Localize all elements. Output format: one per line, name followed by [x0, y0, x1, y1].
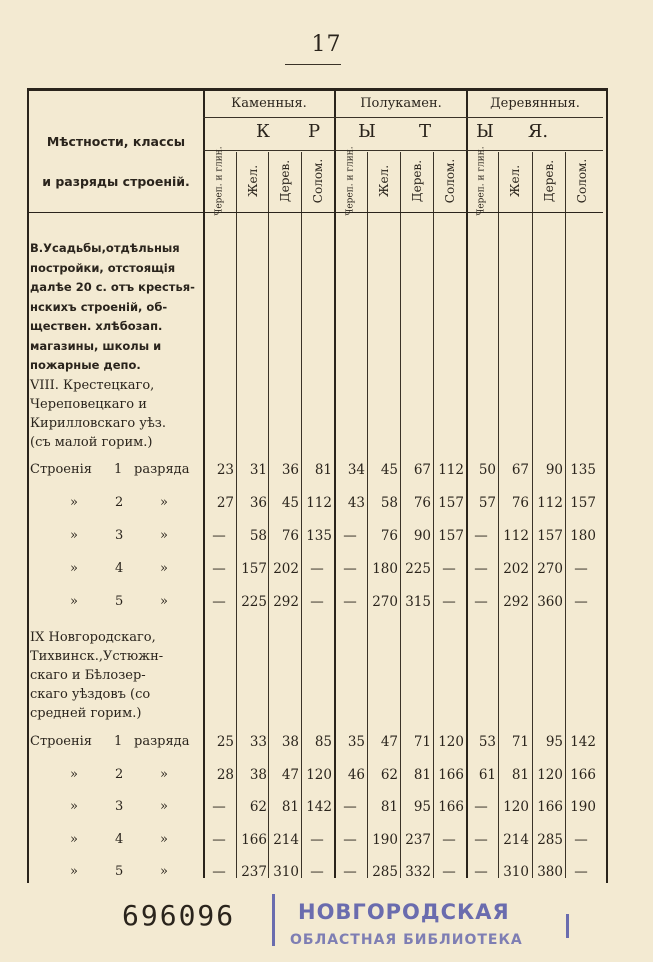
section-ix-table-cell: 285 — [537, 831, 563, 848]
row-label-prefix: » — [70, 594, 78, 609]
roofing-letter: К — [256, 121, 270, 142]
section-ix-table-cell: 310 — [503, 864, 529, 880]
section-viii-table-cell: 34 — [347, 462, 365, 478]
section-ix-title — [30, 628, 202, 723]
row-label-suffix: » — [160, 561, 168, 576]
section-viii-title — [30, 376, 202, 452]
row-label-suffix: » — [160, 831, 168, 847]
section-ix-table-cell: 47 — [281, 766, 299, 783]
section-viii-table-cell: 67 — [413, 462, 431, 478]
stamp-bar — [272, 894, 275, 946]
section-ix-table-cell: — — [310, 864, 324, 880]
row-label-number: 5 — [115, 594, 124, 609]
row-label-number: 1 — [114, 462, 123, 477]
roofing-letter: Я. — [527, 121, 549, 142]
row-label-suffix: » — [160, 495, 168, 510]
section-viii-line: (съ малой горим.) — [30, 435, 153, 450]
row-label-prefix: » — [70, 561, 78, 576]
page-number-underline — [285, 64, 341, 65]
section-viii-table-cell: 157 — [438, 528, 464, 544]
section-viii-line: Кирилловскаго уѣз. — [30, 416, 167, 431]
subheader-wood: Дерев. — [542, 159, 556, 203]
subheader-wood: Дерев. — [410, 159, 424, 203]
section-ix-row-label — [30, 732, 202, 752]
section-viii-table-cell: 76 — [413, 495, 431, 511]
row-label-prefix: » — [70, 831, 78, 847]
stamp-line2: ОБЛАСТНАЯ БИБЛИОТЕКА — [290, 932, 523, 948]
row-label-suffix: » — [160, 864, 168, 879]
section-viii-row-label — [30, 493, 202, 513]
section-viii-table-cell: 135 — [570, 462, 596, 478]
stamp-line1: НОВГОРОДСКАЯ — [298, 900, 510, 924]
section-viii-table-cell: — — [574, 561, 588, 577]
subheader-iron: Жел. — [377, 164, 391, 198]
section-viii-table-cell: — — [343, 594, 357, 610]
row-label-suffix: разряда — [134, 462, 190, 477]
section-viii-table-cell: 315 — [405, 594, 431, 610]
row-label-number: 2 — [115, 766, 124, 782]
section-viii-table-cell: — — [310, 561, 324, 577]
subheader-iron: Жел. — [246, 164, 260, 198]
row-label-prefix: » — [70, 799, 78, 814]
row-label-suffix: разряда — [134, 734, 190, 749]
row-label-number: 3 — [115, 528, 124, 543]
subheader-straw: Солом. — [575, 158, 589, 204]
section-ix-table-cell: — — [310, 831, 324, 848]
section-viii-row-label — [30, 526, 202, 546]
section-ix-table-cell: — — [212, 831, 226, 848]
section-viii-row-label — [30, 460, 202, 480]
section-ix-table-cell: 285 — [372, 864, 398, 880]
row-label-prefix: » — [70, 766, 78, 782]
row-label-number: 4 — [115, 831, 124, 847]
section-viii-table-cell: 157 — [438, 495, 464, 511]
section-viii-table-cell: 90 — [413, 528, 431, 544]
section-ix-row-label — [30, 862, 202, 882]
header-left-title-line2: и разряды строеній. — [42, 174, 190, 189]
section-viii-table-cell: 360 — [537, 594, 563, 610]
section-ix-table-cell: 62 — [249, 799, 267, 815]
roofing-letter: Ы — [358, 121, 376, 142]
section-ix-table-cell: 35 — [347, 734, 365, 750]
subheader-tile-clay: Череп. и глин. — [346, 146, 356, 216]
section-viii-table-cell: 45 — [281, 495, 299, 511]
section-ix-table-cell: 166 — [438, 766, 464, 783]
section-ix-table-cell: — — [474, 864, 488, 880]
section-viii-table-cell: — — [474, 594, 488, 610]
section-ix-table-cell: 95 — [545, 734, 563, 750]
section-ix-table-cell: 38 — [249, 766, 267, 783]
section-ix-line: Тихвинск.,Устюжн- — [30, 649, 164, 664]
section-viii-table-cell: — — [474, 561, 488, 577]
section-ix-table-cell: 47 — [380, 734, 398, 750]
section-viii-table-cell: 58 — [380, 495, 398, 511]
section-b-line: далѣе 20 с. отъ крестья- — [30, 280, 195, 294]
section-ix-table-cell: — — [212, 864, 226, 880]
row-label-number: 5 — [115, 864, 124, 879]
section-viii-table-cell: — — [212, 528, 226, 544]
row-label-number: 2 — [115, 495, 124, 510]
section-ix-table-cell: 81 — [380, 799, 398, 815]
section-ix-table-cell: 190 — [570, 799, 596, 815]
section-viii-table-cell: 292 — [503, 594, 529, 610]
section-viii-table-cell: 225 — [241, 594, 267, 610]
section-ix-table-cell: 166 — [438, 799, 464, 815]
section-viii-table-cell: 76 — [380, 528, 398, 544]
section-ix-table-cell: 120 — [503, 799, 529, 815]
section-viii-table-cell: 76 — [281, 528, 299, 544]
row-label-prefix: » — [70, 864, 78, 879]
section-viii-table-cell: 31 — [249, 462, 267, 478]
row-label-prefix: » — [70, 528, 78, 543]
section-viii-table-cell: 112 — [438, 462, 464, 478]
section-ix-table-cell: — — [474, 799, 488, 815]
section-ix-table-cell: — — [442, 831, 456, 848]
section-ix-table-cell: 237 — [241, 864, 267, 880]
section-ix-table-cell: 81 — [511, 766, 529, 783]
section-viii-table-cell: — — [442, 594, 456, 610]
section-b-line: ществен. хлѣбозап. — [30, 319, 163, 333]
row-label-number: 1 — [114, 734, 123, 749]
section-viii-table-cell: 180 — [372, 561, 398, 577]
section-b-line: нскихъ строеній, об- — [30, 299, 168, 314]
section-viii-table-cell: — — [212, 594, 226, 610]
header-rule — [203, 117, 603, 118]
section-viii-table-cell: 112 — [306, 495, 332, 511]
subheader-tile-clay: Череп. и глин. — [477, 146, 487, 216]
section-ix-table-cell: 71 — [413, 734, 431, 750]
section-ix-table-cell: — — [212, 799, 226, 815]
section-ix-table-cell: 53 — [478, 734, 496, 750]
section-ix-table-cell: — — [474, 831, 488, 848]
section-viii-table-cell: 112 — [503, 528, 529, 544]
row-label-prefix: Строенія — [30, 734, 93, 749]
section-ix-table-cell: 81 — [413, 766, 431, 783]
section-viii-table-cell: 112 — [537, 495, 563, 511]
library-stamp — [268, 882, 568, 962]
roofing-letter: Т — [418, 121, 431, 142]
header-rule — [203, 150, 603, 151]
section-viii-table-cell: 90 — [545, 462, 563, 478]
section-viii-table-cell: 23 — [216, 462, 234, 478]
section-ix-table-cell: 310 — [273, 864, 299, 880]
section-ix-line: скаго и Бѣлозер- — [30, 668, 146, 683]
section-viii-table-cell: 58 — [249, 528, 267, 544]
subheader-wood: Дерев. — [278, 159, 292, 203]
section-viii-table-cell: 135 — [306, 528, 332, 544]
row-label-suffix: » — [160, 766, 168, 782]
section-ix-table-cell: 25 — [216, 734, 234, 750]
section-viii-table-cell: 36 — [249, 495, 267, 511]
section-viii-table-cell: 292 — [273, 594, 299, 610]
section-viii-table-cell: 67 — [511, 462, 529, 478]
section-viii-table-cell: 45 — [380, 462, 398, 478]
section-ix-table-cell: 81 — [281, 799, 299, 815]
section-ix-table-cell: 71 — [511, 734, 529, 750]
section-ix-line: IX Новгородскаго, — [30, 630, 156, 645]
section-viii-table-cell: 81 — [314, 462, 332, 478]
section-ix-table-cell: 120 — [537, 766, 563, 783]
section-ix-table-cell: 166 — [537, 799, 563, 815]
section-ix-table-cell: 237 — [405, 831, 431, 848]
section-viii-table-cell: 270 — [537, 561, 563, 577]
section-ix-table-cell: — — [343, 864, 357, 880]
section-viii-row-label — [30, 559, 202, 579]
section-viii-table-cell: 27 — [216, 495, 234, 511]
roofing-letter: Ы — [476, 121, 494, 142]
section-viii-row-label — [30, 592, 202, 612]
section-viii-table-cell: 157 — [570, 495, 596, 511]
section-ix-table-cell: — — [442, 864, 456, 880]
section-viii-table-cell: — — [212, 561, 226, 577]
section-ix-table-cell: 62 — [380, 766, 398, 783]
section-ix-table-cell: — — [574, 831, 588, 848]
header-left-title-line1: Мѣстности, классы — [46, 134, 186, 149]
section-ix-table-cell: 33 — [249, 734, 267, 750]
row-label-suffix: » — [160, 528, 168, 543]
row-label-suffix: » — [160, 594, 168, 609]
section-viii-table-cell: 157 — [241, 561, 267, 577]
section-ix-table-cell: 38 — [281, 734, 299, 750]
section-ix-row-label — [30, 830, 202, 850]
stamp-bar — [566, 914, 569, 938]
page-number: 17 — [311, 32, 342, 57]
section-ix-line: скаго уѣздовъ (со — [30, 687, 151, 702]
section-ix-table-cell: 120 — [438, 734, 464, 750]
group-label-semi-stone: Полукамен. — [360, 96, 442, 111]
section-ix-table-cell: 46 — [347, 766, 365, 783]
section-viii-table-cell: 50 — [478, 462, 496, 478]
section-viii-table-cell: — — [343, 561, 357, 577]
section-viii-table-cell: 36 — [281, 462, 299, 478]
section-viii-table-cell: 57 — [478, 495, 496, 511]
section-viii-table-cell: 157 — [537, 528, 563, 544]
group-label-wooden: Деревянныя. — [490, 96, 580, 111]
row-label-prefix: Строенія — [30, 462, 93, 477]
section-ix-table-cell: 85 — [314, 734, 332, 750]
section-ix-table-cell: 95 — [413, 799, 431, 815]
section-b-line: В.Усадьбы,отдѣльныя — [30, 241, 180, 255]
section-viii-table-cell: — — [343, 528, 357, 544]
section-ix-table-cell: 142 — [306, 799, 332, 815]
row-label-prefix: » — [70, 495, 78, 510]
section-viii-table-cell: 76 — [511, 495, 529, 511]
section-ix-table-cell: 214 — [503, 831, 529, 848]
section-viii-table-cell: — — [442, 561, 456, 577]
section-viii-line: Череповецкаго и — [30, 397, 147, 412]
section-ix-table-cell: 380 — [537, 864, 563, 880]
section-viii-table-cell: — — [574, 594, 588, 610]
row-label-number: 4 — [115, 561, 124, 576]
roofing-letter: Р — [307, 121, 321, 142]
section-ix-table-cell: 28 — [216, 766, 234, 783]
header-rule — [29, 212, 603, 213]
section-b-line: пожарные депо. — [30, 358, 141, 372]
section-ix-table-cell: 332 — [405, 864, 431, 880]
section-viii-table-cell: 180 — [570, 528, 596, 544]
section-ix-table-cell: 214 — [273, 831, 299, 848]
section-viii-line: VIII. Крестецкаго, — [30, 378, 155, 393]
section-b-line: магазины, школы и — [30, 338, 162, 353]
header-left-title — [30, 122, 202, 202]
subheader-tile-clay: Череп. и глин. — [215, 146, 225, 216]
catalog-number: 696096 — [122, 899, 236, 932]
section-ix-table-cell: 190 — [372, 831, 398, 848]
section-ix-table-cell: — — [343, 799, 357, 815]
section-viii-table-cell: 202 — [503, 561, 529, 577]
section-ix-table-cell: 166 — [241, 831, 267, 848]
section-ix-table-cell: 61 — [478, 766, 496, 783]
section-ix-table-cell: 142 — [570, 734, 596, 750]
section-viii-table-cell: — — [310, 594, 324, 610]
row-label-number: 3 — [115, 799, 124, 814]
section-ix-table-cell: — — [574, 864, 588, 880]
subheader-straw: Солом. — [443, 158, 457, 204]
subheader-straw: Солом. — [311, 158, 325, 204]
section-viii-table-cell: 225 — [405, 561, 431, 577]
group-label-stone: Каменныя. — [231, 96, 307, 111]
section-ix-table-cell: 120 — [306, 766, 332, 783]
row-label-suffix: » — [160, 799, 168, 814]
section-viii-table-cell: 43 — [347, 495, 365, 511]
section-b-line: постройки, отстоящія — [30, 260, 176, 275]
subheader-iron: Жел. — [508, 164, 522, 198]
section-b-title — [30, 239, 202, 376]
section-ix-row-label — [30, 797, 202, 817]
section-viii-table-cell: 270 — [372, 594, 398, 610]
section-ix-line: средней горим.) — [30, 706, 142, 721]
section-ix-table-cell: 166 — [570, 766, 596, 783]
section-ix-table-cell: — — [343, 831, 357, 848]
section-viii-table-cell: — — [474, 528, 488, 544]
section-viii-table-cell: 202 — [273, 561, 299, 577]
section-ix-row-label — [30, 765, 202, 785]
